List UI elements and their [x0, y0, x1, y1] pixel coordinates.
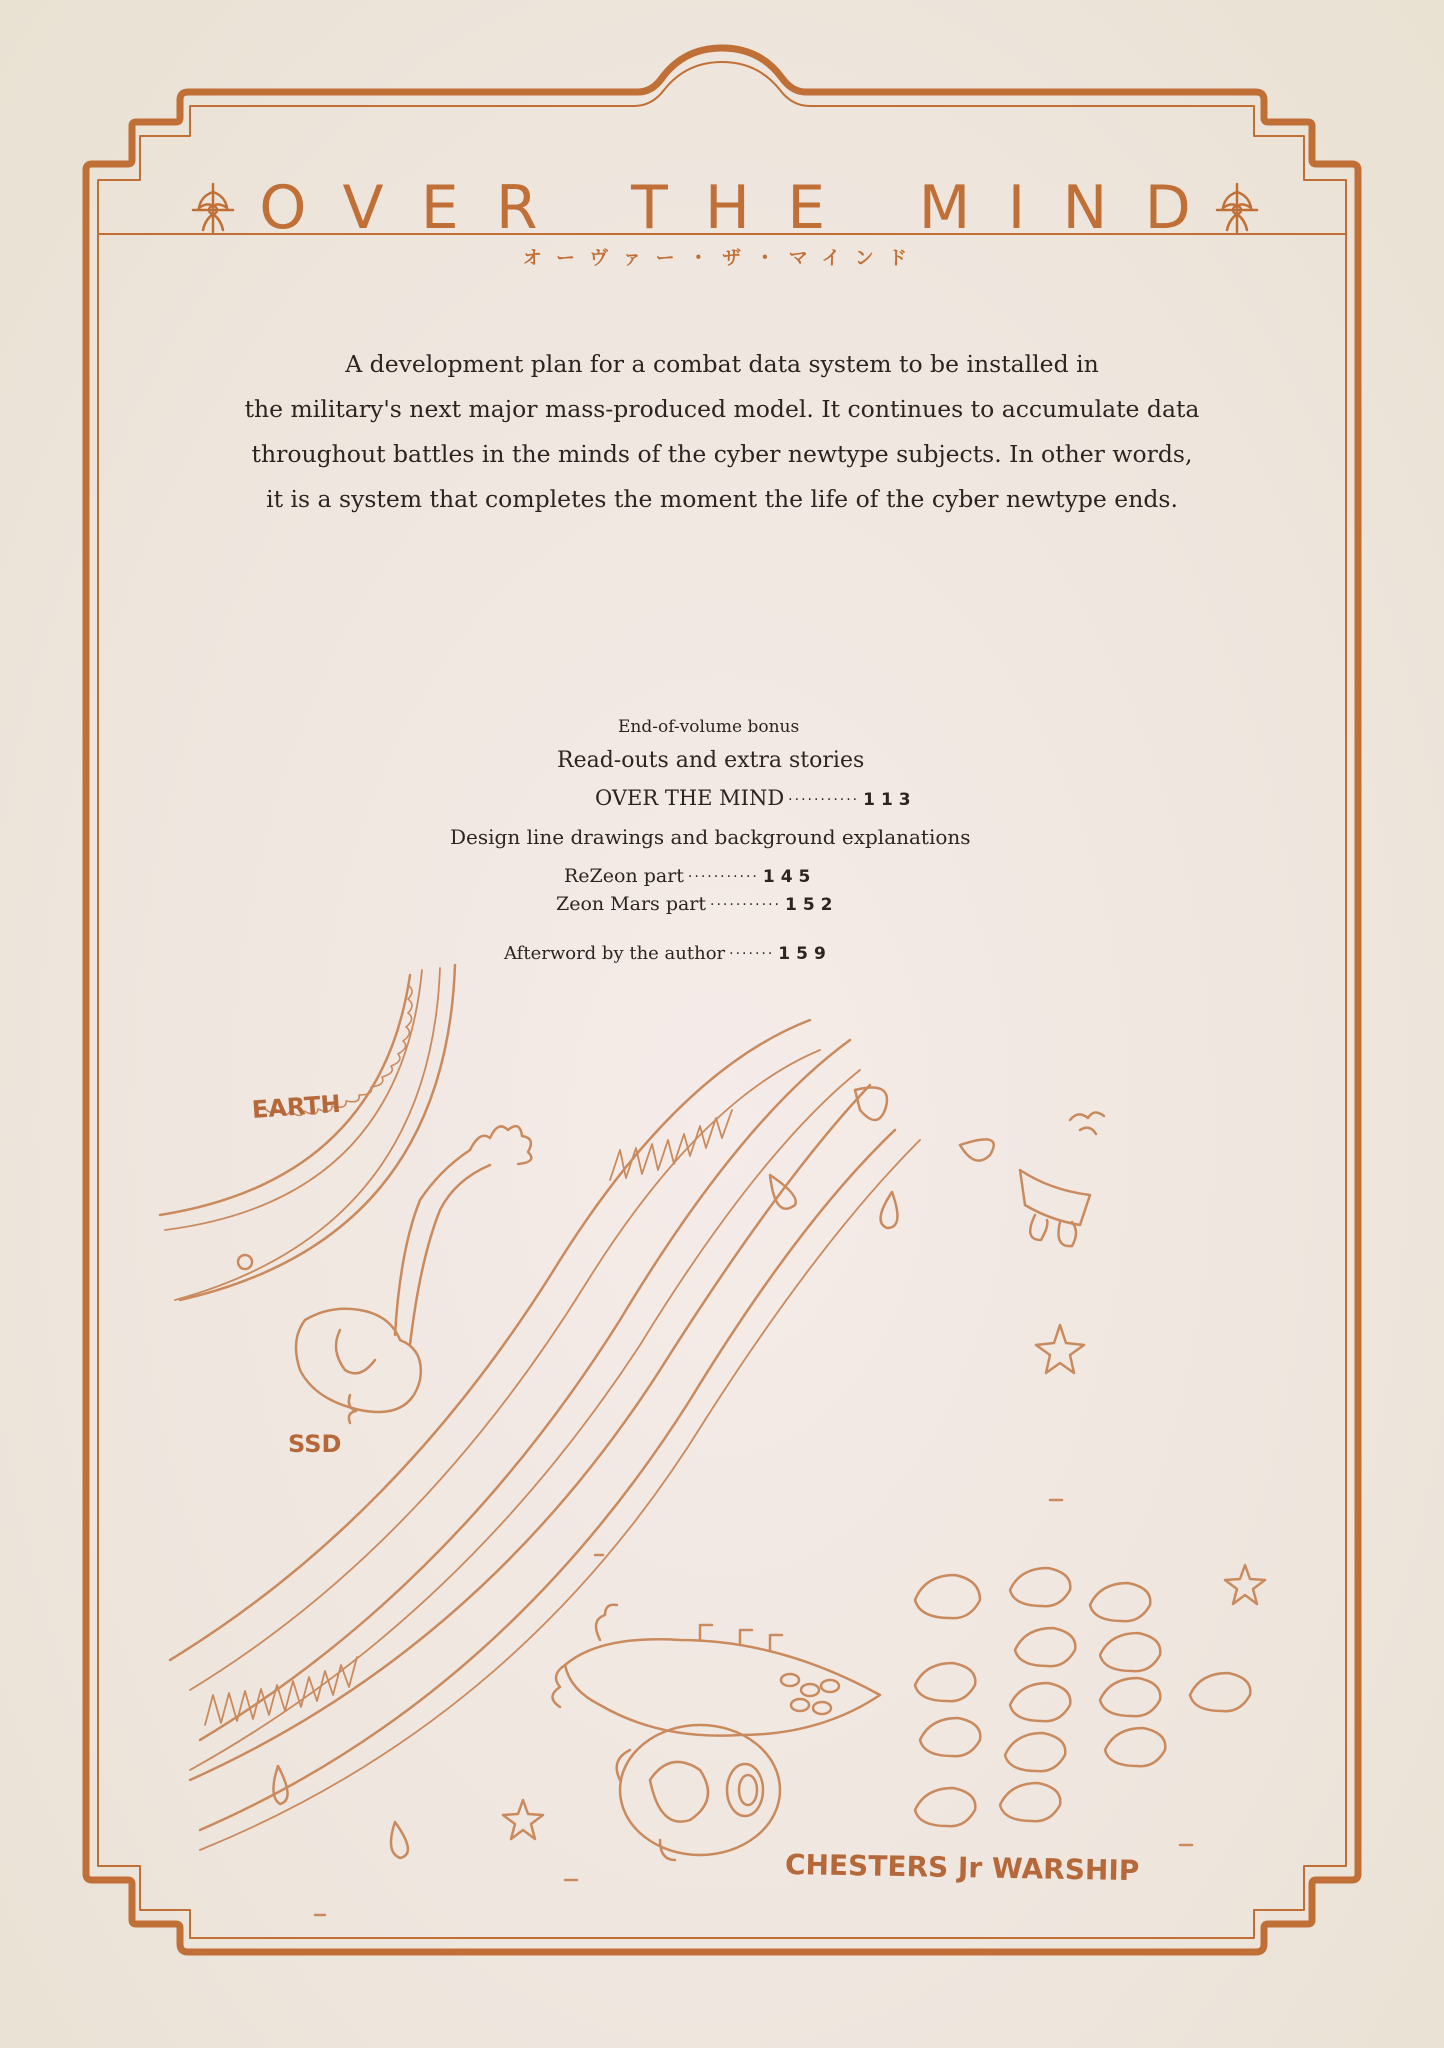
earth-label: EARTH: [251, 1089, 342, 1124]
star-shape: [1036, 1325, 1084, 1373]
drop-shape: [960, 1139, 994, 1160]
space-band: [200, 1130, 895, 1830]
drop-shape: [391, 1822, 408, 1858]
description-line: the military's next major mass-produced model. It continues to accumulate data: [244, 395, 1200, 423]
toc-group-heading: Design line drawings and background explanations: [450, 825, 971, 849]
toc-entry-title: Afterword by the author: [504, 943, 726, 964]
toc-leader-dots: ···········: [710, 897, 781, 913]
toc-leader-dots: ·······: [729, 946, 775, 962]
pod-shape: [1020, 1170, 1090, 1225]
earth-arc: [180, 965, 455, 1300]
ssd-label: SSD: [288, 1430, 342, 1458]
space-band: [200, 1040, 850, 1740]
toc-leader-dots: ···········: [788, 791, 860, 808]
drop-shape: [855, 1088, 887, 1121]
toc-group-heading: Read-outs and extra stories: [557, 748, 865, 773]
warship-label: CHESTERS Jr WARSHIP: [784, 1848, 1140, 1888]
space-band: [190, 1070, 860, 1770]
toc-entry-title: Zeon Mars part: [556, 893, 707, 915]
ssd-creature: [296, 1309, 421, 1412]
toc-section-label: End-of-volume bonus: [618, 717, 800, 737]
warship-hull: [565, 1639, 880, 1735]
description-line: throughout battles in the minds of the cyber newtype subjects. In other words,: [251, 440, 1193, 468]
description-line: it is a system that completes the moment the life of the cyber newtype ends.: [266, 485, 1178, 513]
japanese-subtitle: オーヴァー・ザ・マインド: [522, 247, 922, 269]
page-title: OVER THE MIND: [259, 173, 1228, 243]
drop-shape: [273, 1766, 287, 1804]
creature-swarm: [915, 1568, 1250, 1826]
star-shape: [503, 1800, 543, 1839]
toc-page-number: 159: [778, 944, 832, 964]
space-band: [190, 1050, 820, 1690]
star-shape: [1225, 1565, 1265, 1604]
toc-entry-title: OVER THE MIND: [595, 786, 785, 810]
toc-page-number: 152: [784, 895, 839, 915]
toc-page-number: 113: [863, 790, 917, 810]
toc-page-number: 145: [762, 867, 817, 887]
description-line: A development plan for a combat data system to be installed in: [345, 350, 1099, 378]
space-band: [200, 1140, 920, 1850]
toc-leader-dots: ···········: [687, 869, 759, 885]
toc-entry-title: ReZeon part: [564, 865, 684, 887]
drop-shape: [881, 1192, 898, 1228]
